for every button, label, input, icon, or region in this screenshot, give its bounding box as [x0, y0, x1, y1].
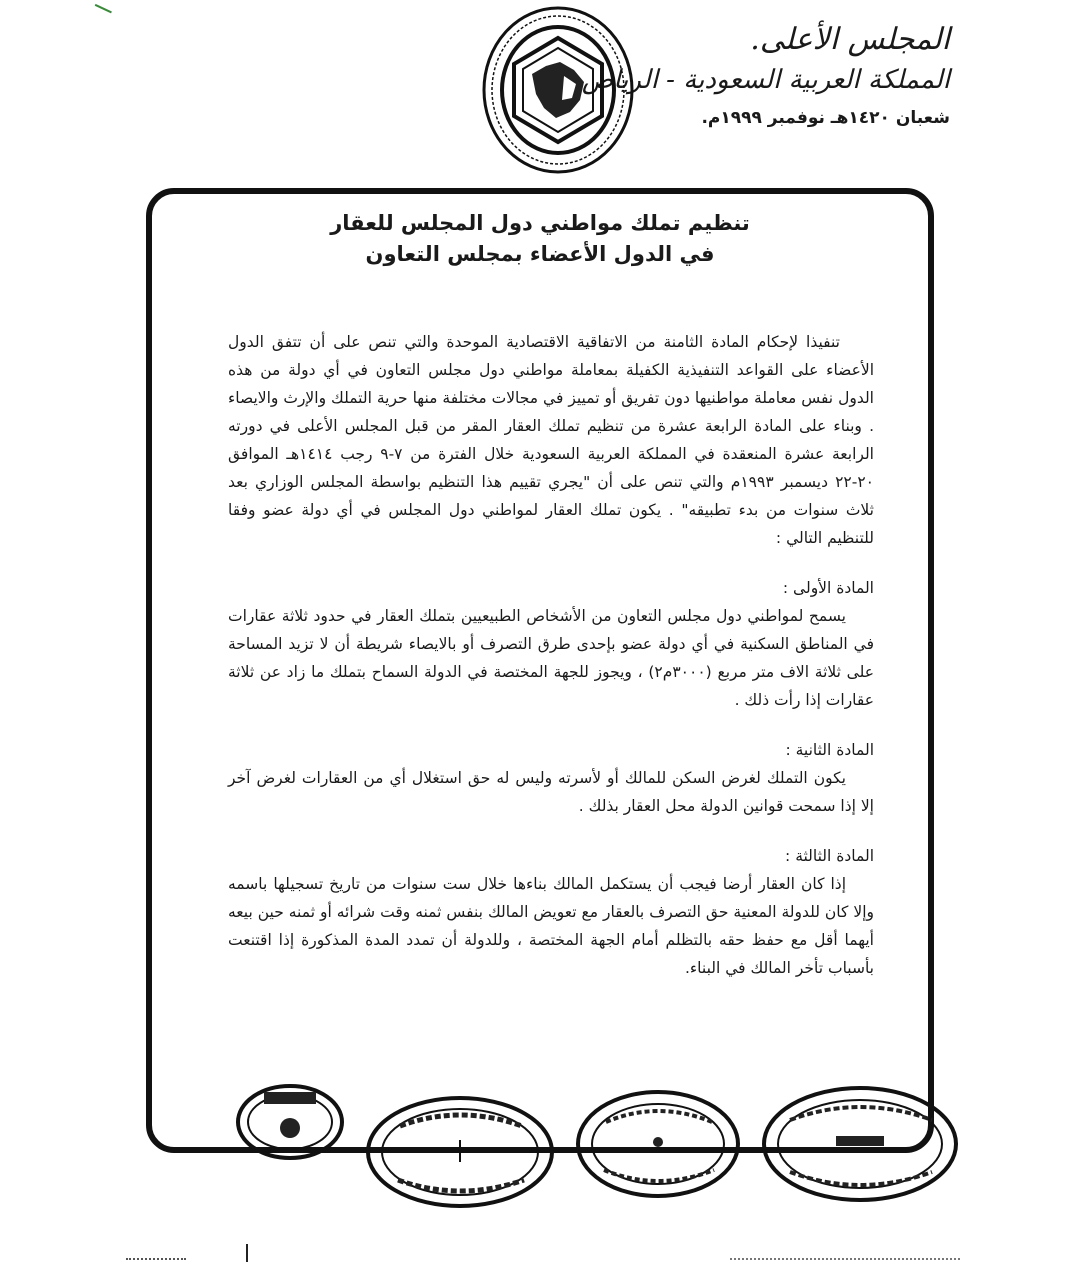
kingdom-handwritten-line: المملكة العربية السعودية - الرياض [581, 65, 950, 95]
date-line: شعبان ١٤٢٠هـ نوفمبر ١٩٩٩م. [701, 108, 950, 128]
stamp-ministers-council-secretariat [578, 1092, 738, 1196]
article-2-text: يكون التملك لغرض السكن للمالك أو لأسرته وليس له حق استغلال أي من العقارات لغرض آخر إلا إذا سمحت قوانين الدولة محل العقار بذلك . [228, 769, 874, 815]
stamp-general-secretariat [238, 1086, 342, 1158]
letterhead [581, 20, 950, 132]
intro-paragraph: تنفيذا لإحكام المادة الثامنة من الاتفاقية الاقتصادية الموحدة والتي تنص على أن تتفق الدول الأعضاء على القواعد التنفيذية الكفيلة بمعاملة مواطني دول مجلس التعاون في أي دولة من هذه الدول نفس معاملة مواطنيها دون تفريق أو تمييز في مجالات مختلفة منها حرية التملك والإرث والايصاء . وبناء على المادة الرابعة عشرة من تنظيم تملك العقار المقر من قبل المجلس الأعلى في دورته الرابعة عشرة المنعقدة في المملكة العربية السعودية خلال الفترة من ٧-٩ رجب ١٤١٤هـ الموافق ٢٠-٢٢ ديسمبر ١٩٩٣م والتي تنص على أن "يجري تقييم هذا التنظيم بواسطة المجلس الوزاري بعد ثلاث سنوات من بدء تطبيقه" . يكون تملك العقار لمواطني دول المجلس في أي دولة عضو وفقا للتنظيم التالي : [228, 333, 874, 547]
document-title [190, 208, 890, 270]
footer-dots-left [126, 1258, 186, 1264]
council-handwritten-line: المجلس الأعلى. [750, 22, 950, 57]
gcc-emblem-seal [480, 4, 636, 176]
stamp-diwan-presidency [764, 1088, 956, 1200]
title-line-1: تنظيم تملك مواطني دول المجلس للعقار [330, 211, 750, 235]
title-line-2: في الدول الأعضاء بمجلس التعاون [365, 242, 715, 266]
article-1-heading: المادة الأولى : [782, 579, 874, 597]
corner-mark [95, 0, 116, 13]
footer-mark [246, 1244, 248, 1262]
document-body [228, 328, 874, 982]
footer-dots-right [730, 1258, 960, 1264]
article-2-heading: المادة الثانية : [785, 741, 874, 759]
article-3-text: إذا كان العقار أرضا فيجب أن يستكمل المالك بناءها خلال ست سنوات من تاريخ تسجيلها باسمه وإلا كان للدولة المعنية حق التصرف بالعقار مع تعويض المالك بنفس ثمنه وقت شرائه أو ثمنه حين بيعه أيهما أقل مع حفظ حقه بالتظلم أمام الجهة المختصة ، وللدولة أن تمدد المدة المذكورة إذا اقتنعت بأسباب تأخر المالك في البناء. [228, 875, 874, 977]
article-1-text: يسمح لمواطني دول مجلس التعاون من الأشخاص الطبيعيين بتملك العقار في حدود ثلاثة عقارات في المناطق السكنية في أي دولة عضو بإحدى طرق التصرف أو بالايصاء شريطة أن لا تزيد المساحة على ثلاثة الاف متر مربع (٣٠٠٠م٢) ، ويجوز للجهة المختصة في الدولة السماح بتملك ما زاد عن ثلاثة عقارات إذا رأت ذلك . [228, 607, 874, 709]
article-3-heading: المادة الثالثة : [785, 847, 874, 865]
official-stamps [230, 1080, 970, 1210]
stamp-ministers-council-experts [368, 1098, 552, 1206]
